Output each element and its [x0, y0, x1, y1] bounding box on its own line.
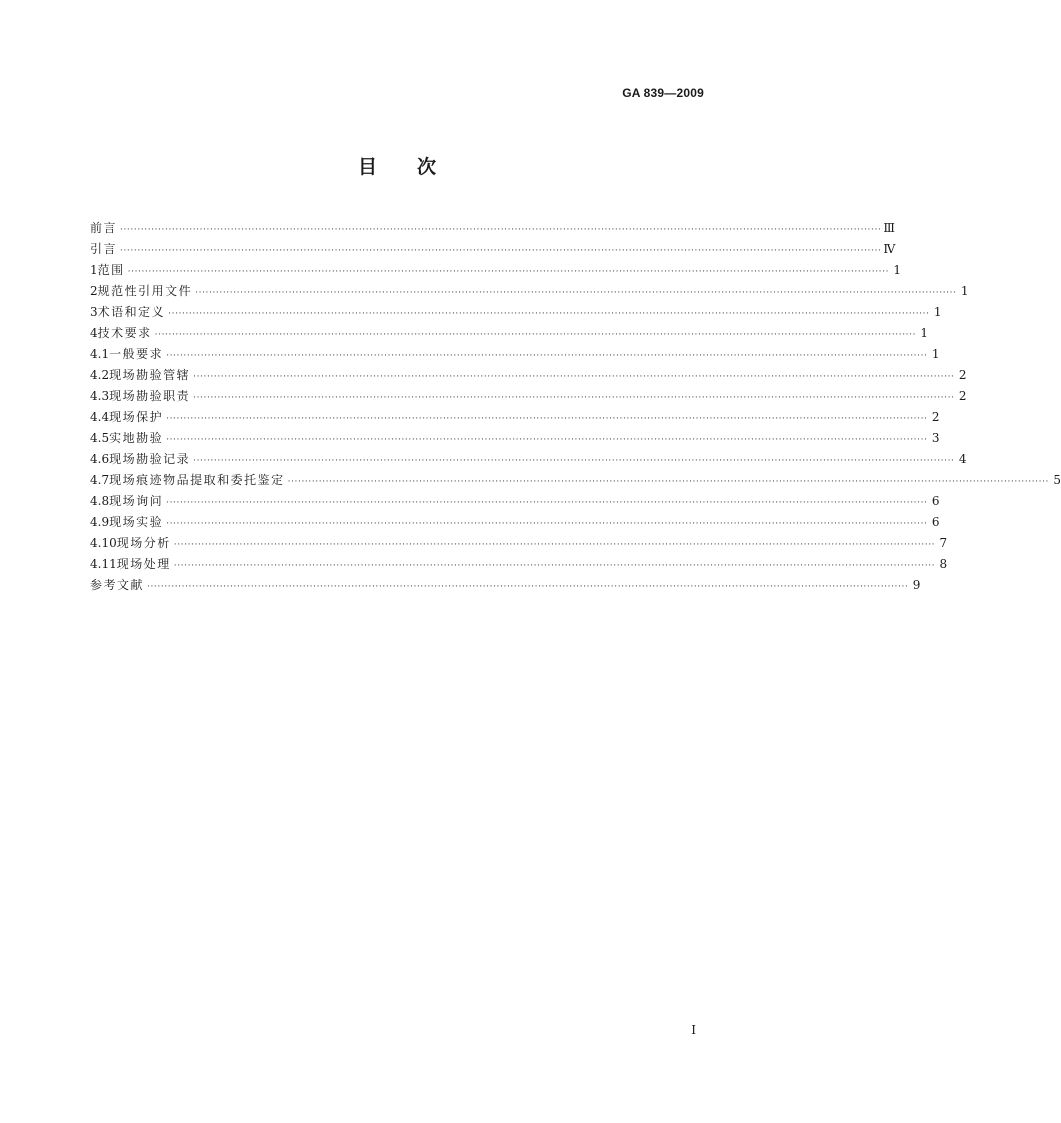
toc-dot-leader: ···························································································································································································································· — [193, 372, 955, 382]
toc-dot-leader: ···························································································································································································································· — [127, 267, 890, 277]
toc-entry-number: 4.1 — [90, 347, 110, 361]
toc-entry[interactable] — [90, 428, 940, 449]
toc-dot-leader: ···························································································································································································································· — [166, 498, 928, 508]
toc-entry-page: 1 — [933, 305, 942, 319]
toc-dot-leader: ···························································································································································································································· — [120, 225, 882, 235]
toc-entry[interactable] — [90, 281, 969, 302]
toc-entry-page: 1 — [931, 347, 940, 361]
toc-dot-leader: ···························································································································································································································· — [193, 456, 955, 466]
toc-entry-number: 4.10 — [90, 536, 117, 550]
toc-dot-leader: ···························································································································································································································· — [193, 393, 955, 403]
toc-entry-number: 1 — [90, 263, 98, 277]
toc-entry[interactable] — [90, 470, 1061, 491]
toc-entry-page: 3 — [931, 431, 940, 445]
toc-dot-leader: ···························································································································································································································· — [166, 435, 928, 445]
page-title — [0, 152, 794, 179]
toc-dot-leader: ···························································································································································································································· — [120, 246, 882, 256]
toc-entry[interactable] — [90, 323, 929, 344]
toc-entry-page: 2 — [958, 368, 967, 382]
toc-entry-title: 术语和定义 — [97, 305, 166, 319]
page-number: I — [691, 1023, 696, 1037]
standard-code: GA 839—2009 — [622, 86, 704, 100]
toc-entry[interactable] — [90, 533, 948, 554]
toc-dot-leader: ···························································································································································································································· — [287, 477, 1049, 487]
toc-entry-page: 1 — [960, 284, 969, 298]
toc-entry-number: 4.2 — [90, 368, 110, 382]
toc-entry-number: 4.3 — [90, 389, 110, 403]
toc-entry-number: 4.7 — [90, 473, 110, 487]
toc-entry-page: 6 — [931, 494, 940, 508]
toc-entry-page: 6 — [931, 515, 940, 529]
toc-entry-title: 现场分析 — [116, 536, 171, 550]
toc-entry-number: 4.5 — [90, 431, 110, 445]
toc-entry-page: 1 — [920, 326, 929, 340]
toc-entry-title: 参考文献 — [90, 578, 145, 592]
toc-entry[interactable] — [90, 512, 940, 533]
toc-entry-page: 2 — [958, 389, 967, 403]
toc-entry-title: 现场勘验管辖 — [109, 368, 191, 382]
toc-entry-title: 现场保护 — [109, 410, 164, 424]
toc-entry-title: 规范性引用文件 — [97, 284, 193, 298]
toc-entry-page: 8 — [939, 557, 948, 571]
toc-entry[interactable] — [90, 491, 940, 512]
toc-dot-leader: ···························································································································································································································· — [173, 561, 936, 571]
toc-entry-title: 现场勘验记录 — [109, 452, 191, 466]
toc-entry-number: 4 — [90, 326, 98, 340]
toc-entry[interactable] — [90, 449, 967, 470]
toc-dot-leader: ···························································································································································································································· — [166, 519, 928, 529]
toc-entry[interactable] — [90, 344, 940, 365]
table-of-contents — [90, 218, 1061, 596]
toc-entry[interactable] — [90, 260, 902, 281]
toc-entry-title: 现场实验 — [109, 515, 164, 529]
toc-dot-leader: ···························································································································································································································· — [195, 288, 957, 298]
toc-entry[interactable] — [90, 575, 921, 596]
toc-entry-page: 4 — [958, 452, 967, 466]
toc-dot-leader: ···························································································································································································································· — [173, 540, 936, 550]
toc-entry-number: 4.4 — [90, 410, 110, 424]
toc-entry-page: 7 — [939, 536, 948, 550]
toc-entry-number: 4.11 — [90, 557, 117, 571]
toc-entry-number: 2 — [90, 284, 98, 298]
toc-entry-page: Ⅳ — [883, 242, 896, 256]
toc-dot-leader: ···························································································································································································································· — [168, 309, 930, 319]
toc-entry[interactable] — [90, 302, 942, 323]
toc-entry-number: 4.6 — [90, 452, 110, 466]
toc-dot-leader: ···························································································································································································································· — [154, 330, 917, 340]
toc-entry-page: Ⅲ — [883, 221, 895, 235]
toc-entry-title: 技术要求 — [97, 326, 152, 340]
toc-dot-leader: ···························································································································································································································· — [166, 351, 928, 361]
toc-entry-title: 前言 — [90, 221, 118, 235]
toc-entry[interactable] — [90, 239, 896, 260]
toc-dot-leader: ···························································································································································································································· — [166, 414, 928, 424]
toc-entry-title: 范围 — [97, 263, 125, 277]
toc-entry-page: 1 — [893, 263, 902, 277]
toc-entry-number: 4.9 — [90, 515, 110, 529]
toc-entry-page: 9 — [912, 578, 921, 592]
toc-entry-title: 一般要求 — [109, 347, 164, 361]
toc-entry[interactable] — [90, 407, 940, 428]
toc-entry[interactable] — [90, 554, 948, 575]
toc-dot-leader: ···························································································································································································································· — [147, 582, 909, 592]
toc-entry-title: 现场勘验职责 — [109, 389, 191, 403]
toc-entry-title: 现场询问 — [109, 494, 164, 508]
toc-entry-number: 4.8 — [90, 494, 110, 508]
toc-entry-number: 3 — [90, 305, 98, 319]
toc-entry-title: 引言 — [90, 242, 118, 256]
toc-entry-page: 2 — [931, 410, 940, 424]
toc-entry[interactable] — [90, 218, 895, 239]
toc-entry[interactable] — [90, 365, 967, 386]
toc-entry[interactable] — [90, 386, 967, 407]
title-char-1: 目 — [357, 156, 377, 178]
toc-entry-page: 5 — [1053, 473, 1061, 487]
toc-entry-title: 现场痕迹物品提取和委托鉴定 — [109, 473, 285, 487]
toc-entry-title: 现场处理 — [116, 557, 171, 571]
toc-entry-title: 实地勘验 — [109, 431, 164, 445]
title-char-2: 次 — [417, 156, 437, 178]
